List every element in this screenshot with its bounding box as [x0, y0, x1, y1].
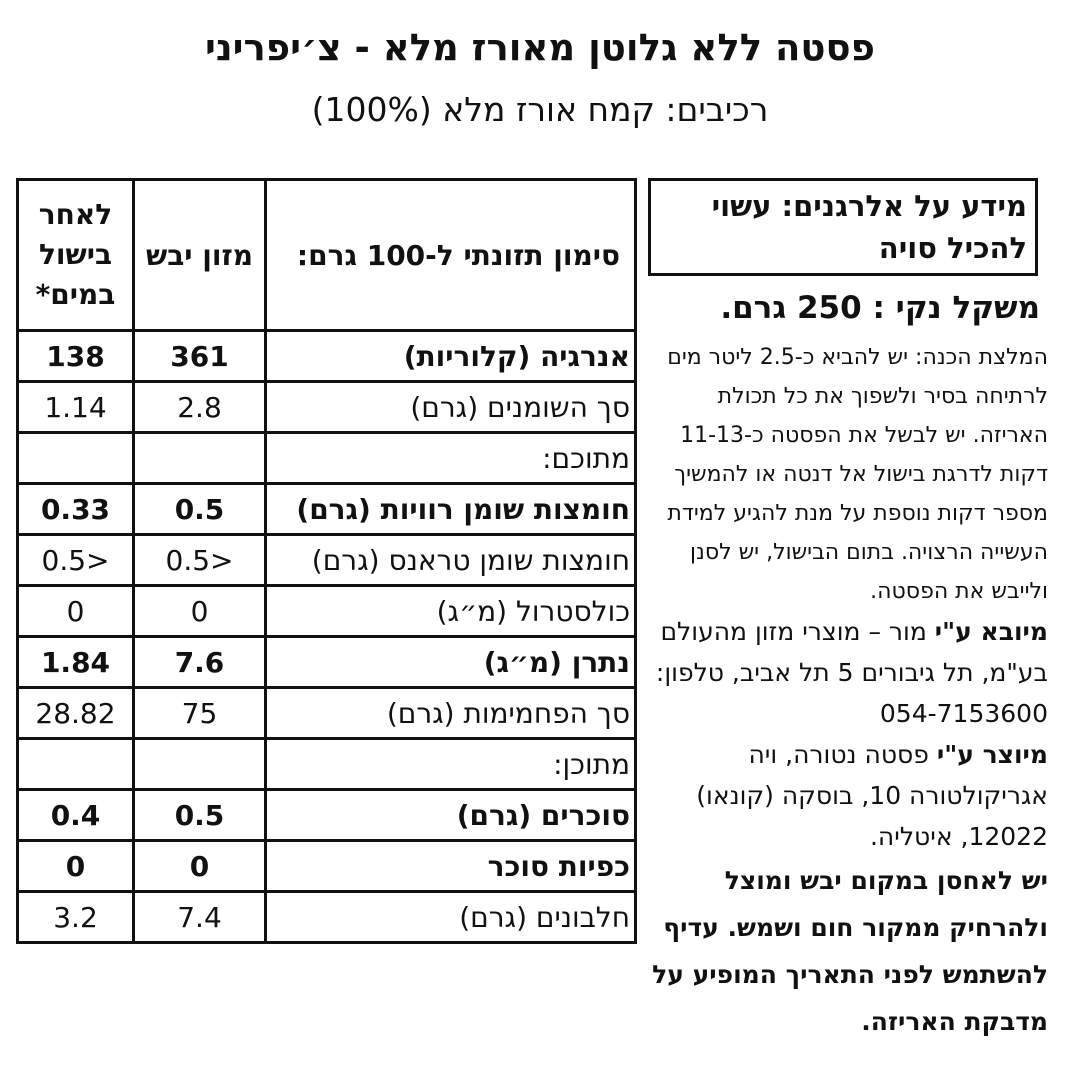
nutrition-header-cooked: לאחר בישול במים* [18, 180, 134, 331]
nutrient-label: כולסטרול (מ״ג) [266, 586, 636, 637]
nutrition-body [18, 331, 636, 943]
nutrient-label: נתרן (מ״ג) [266, 637, 636, 688]
cooked-value: 0 [18, 586, 134, 637]
dry-value: 0.5 [134, 484, 266, 535]
nutrient-label: אנרגיה (קלוריות) [266, 331, 636, 382]
nutrition-row [18, 688, 636, 739]
cooked-value: 1.14 [18, 382, 134, 433]
nutrition-row [18, 433, 636, 484]
dry-value: 361 [134, 331, 266, 382]
dry-value: 0.5 [134, 790, 266, 841]
nutrient-label: חלבונים (גרם) [266, 892, 636, 943]
dry-value: 2.8 [134, 382, 266, 433]
importer-lead: מיובא ע"י [934, 617, 1048, 646]
nutrition-header-dry: מזון יבש [134, 180, 266, 331]
dry-value: 7.6 [134, 637, 266, 688]
manufacturer-details: פסטה נטורה, ויה אגריקולטורה 10, בוסקה (קונאו) 12022, איטליה. [696, 740, 1048, 851]
nutrient-label: חומצות שומן רוויות (גרם) [266, 484, 636, 535]
cooked-value: 3.2 [18, 892, 134, 943]
dry-value [134, 739, 266, 790]
nutrition-row [18, 535, 636, 586]
nutrition-row [18, 586, 636, 637]
dry-value: 7.4 [134, 892, 266, 943]
dry-value: 75 [134, 688, 266, 739]
nutrient-label: מתוכן: [266, 739, 636, 790]
product-info [642, 338, 1048, 1045]
importer-text [642, 611, 1048, 734]
ingredients-line: רכיבים: קמח אורז מלא (100%) [311, 90, 769, 129]
cooked-value: 0.33 [18, 484, 134, 535]
allergen-box: מידע על אלרגנים: עשוי להכיל סויה [648, 178, 1038, 276]
nutrition-row [18, 382, 636, 433]
cooked-value [18, 433, 134, 484]
nutrient-label: מתוכם: [266, 433, 636, 484]
nutrition-row [18, 484, 636, 535]
nutrition-row [18, 739, 636, 790]
nutrient-label: כפיות סוכר [266, 841, 636, 892]
nutrient-label: חומצות שומן טראנס (גרם) [266, 535, 636, 586]
manufacturer-text [642, 734, 1048, 857]
preparation-text: המלצת הכנה: יש להביא כ-2.5 ליטר מים לרתיחה בסיר ולשפוך את כל תכולת האריזה. יש לבשל את הפסטה כ-11-13 דקות לדרגת בישול אל דנטה או להמשיך מספר דקות נוספת על מנת להגיע למידת העשייה הרצויה. בתום הבישול, יש לסנן ולייבש את הפסטה. [667, 345, 1048, 604]
nutrient-label: סך השומנים (גרם) [266, 382, 636, 433]
product-title: פסטה ללא גלוטן מאורז מלא - צ׳יפריני [204, 26, 876, 69]
dry-value: 0 [134, 841, 266, 892]
nutrition-header-row [18, 180, 636, 331]
nutrition-table [16, 178, 637, 944]
nutrition-row [18, 637, 636, 688]
storage-text: יש לאחסן במקום יבש ומוצל ולהרחיק ממקור חום ושמש. עדיף להשתמש לפני התאריך המופיע על מדבקת האריזה. [652, 866, 1048, 1036]
cooked-value: 1.84 [18, 637, 134, 688]
dry-value [134, 433, 266, 484]
dry-value: 0 [134, 586, 266, 637]
nutrient-label: סך הפחמימות (גרם) [266, 688, 636, 739]
cooked-value [18, 739, 134, 790]
cooked-value: 0.5> [18, 535, 134, 586]
nutrition-row [18, 892, 636, 943]
net-weight: משקל נקי : 250 גרם. [720, 290, 1040, 326]
manufacturer-lead: מיוצר ע"י [936, 740, 1048, 769]
nutrition-row [18, 331, 636, 382]
cooked-value: 0 [18, 841, 134, 892]
importer-details: מור – מוצרי מזון מהעולם בע"מ, תל גיבורים 5 תל אביב, טלפון: 054-7153600 [655, 617, 1048, 728]
dry-value: 0.5> [134, 535, 266, 586]
cooked-value: 0.4 [18, 790, 134, 841]
nutrient-label: סוכרים (גרם) [266, 790, 636, 841]
nutrition-row [18, 790, 636, 841]
nutrition-header-label: סימון תזונתי ל-100 גרם: [266, 180, 636, 331]
cooked-value: 138 [18, 331, 134, 382]
nutrition-row [18, 841, 636, 892]
cooked-value: 28.82 [18, 688, 134, 739]
